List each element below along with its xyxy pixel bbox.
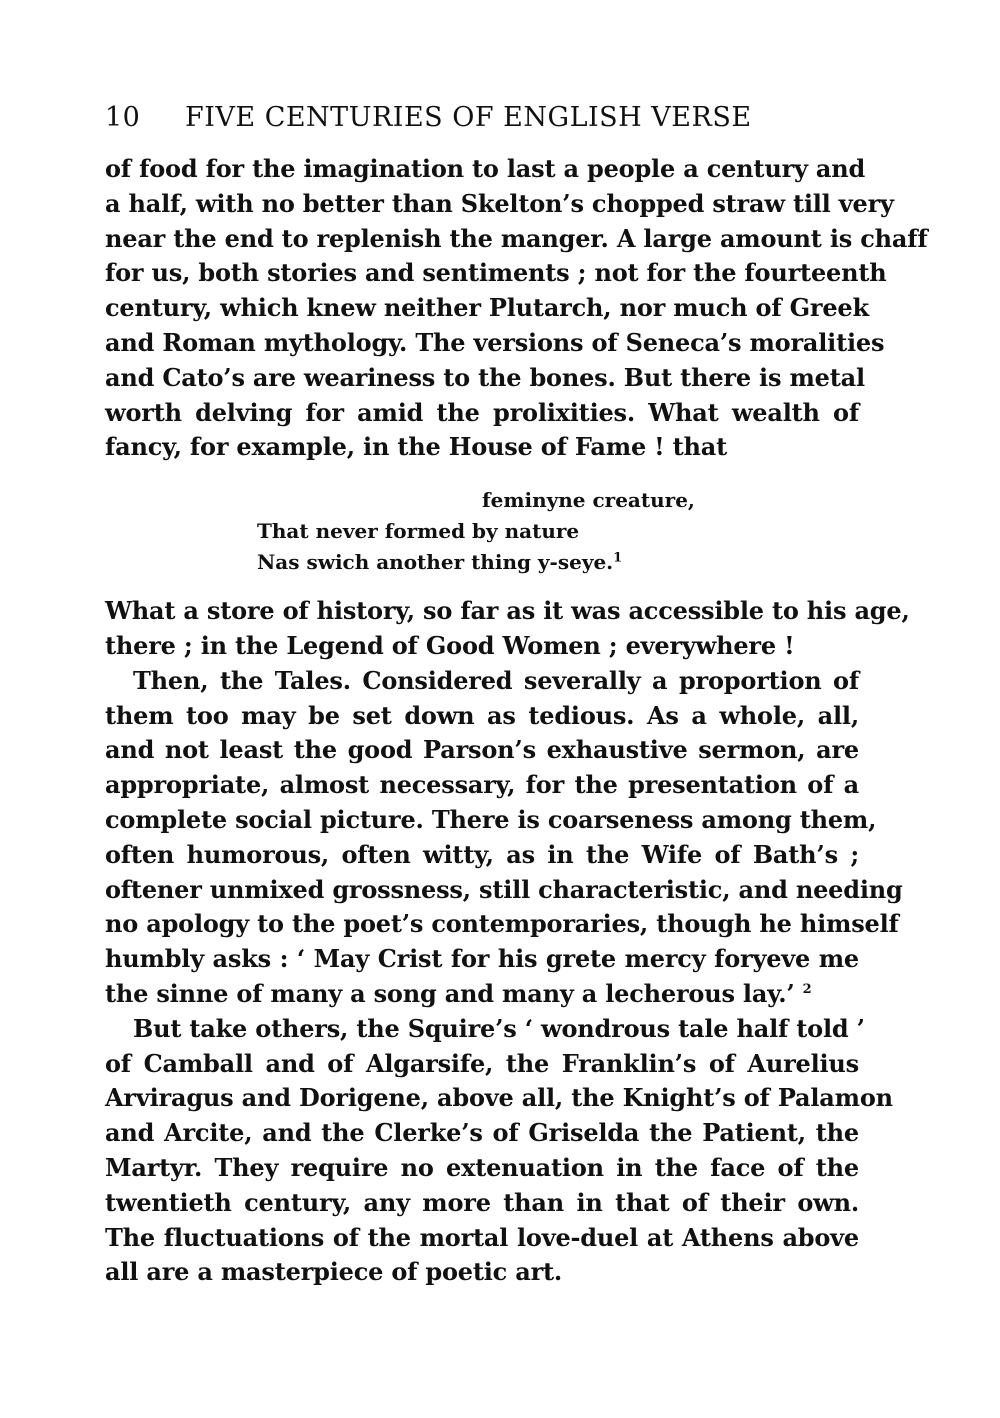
verse-line: [105, 547, 859, 578]
paragraph-2: [105, 594, 910, 664]
text-line: But take others, the Squire’s ‘ wondrous tale half told ’: [133, 1013, 865, 1043]
paragraph-4: [105, 1012, 893, 1290]
paragraph-1: [105, 152, 928, 465]
text-line: Then, the Tales. Considered severally a proportion of: [133, 665, 859, 695]
footnote-ref: 1: [613, 550, 623, 566]
text-line: there ; in the Legend of Good Women ; everywhere !: [105, 630, 795, 660]
text-line: humbly asks : ‘ May Crist for his grete mercy foryeve me: [105, 944, 859, 974]
text-line: and Cato’s are weariness to the bones. But there is metal: [105, 362, 865, 392]
text-line: Arviragus and Dorigene, above all, the Knight’s of Palamon: [105, 1083, 893, 1113]
text-line: near the end to replenish the manger. A large amount is chaff: [105, 223, 928, 253]
text-line: Martyr. They require no extenuation in the face of the: [105, 1152, 859, 1182]
text-line: no apology to the poet’s contemporaries, though he himself: [105, 909, 899, 939]
text-line: The fluctuations of the mortal love-duel at Athens above: [105, 1222, 859, 1252]
text-line: them too may be set down as tedious. As a whole, all,: [105, 700, 859, 730]
text-line: for us, both stories and sentiments ; not for the fourteenth: [105, 258, 887, 288]
text-line: What a store of history, so far as it was accessible to his age,: [105, 596, 910, 626]
text-line: [105, 977, 859, 1012]
text-line: oftener unmixed grossness, still characteristic, and needing: [105, 874, 903, 904]
text-line: and Roman mythology. The versions of Seneca’s moralities: [105, 327, 885, 357]
text-line: appropriate, almost necessary, for the presentation of a: [105, 770, 859, 800]
footnote-ref: 2: [802, 981, 812, 997]
text-line: twentieth century, any more than in that of their own.: [105, 1187, 859, 1217]
paragraph-3: [105, 664, 903, 1012]
text-line: often humorous, often witty, as in the Wife of Bath’s ;: [105, 839, 859, 869]
running-title: FIVE CENTURIES OF ENGLISH VERSE: [185, 102, 752, 133]
text-line: of food for the imagination to last a people a century and: [105, 154, 866, 183]
text-line: and not least the good Parson’s exhaustive sermon, are: [105, 735, 859, 765]
text-line: complete social picture. There is coarseness among them,: [105, 804, 877, 834]
text-line: fancy, for example, in the House of Fame ! that: [105, 432, 728, 462]
text-line: of Camball and of Algarsife, the Franklin’s of Aurelius: [105, 1048, 859, 1078]
book-page: [105, 100, 928, 1290]
page-header: [105, 100, 859, 136]
text-line: century, which knew neither Plutarch, nor much of Greek: [105, 293, 869, 323]
page-number: 10: [105, 102, 141, 133]
text-line: worth delving for amid the prolixities. What wealth of: [105, 397, 859, 427]
verse-line: That never formed by nature: [257, 519, 580, 544]
text-line: and Arcite, and the Clerke’s of Griselda the Patient, the: [105, 1118, 859, 1148]
text-line: all are a masterpiece of poetic art.: [105, 1257, 563, 1287]
verse-line: feminyne creature,: [482, 488, 695, 513]
text-line-content: the sinne of many a song and many a lecherous lay.’: [105, 978, 795, 1008]
verse-line-text: Nas swich another thing y-seye.: [257, 550, 614, 575]
text-line: a half, with no better than Skelton’s chopped straw till very: [105, 188, 894, 218]
verse-quotation: [105, 485, 859, 578]
